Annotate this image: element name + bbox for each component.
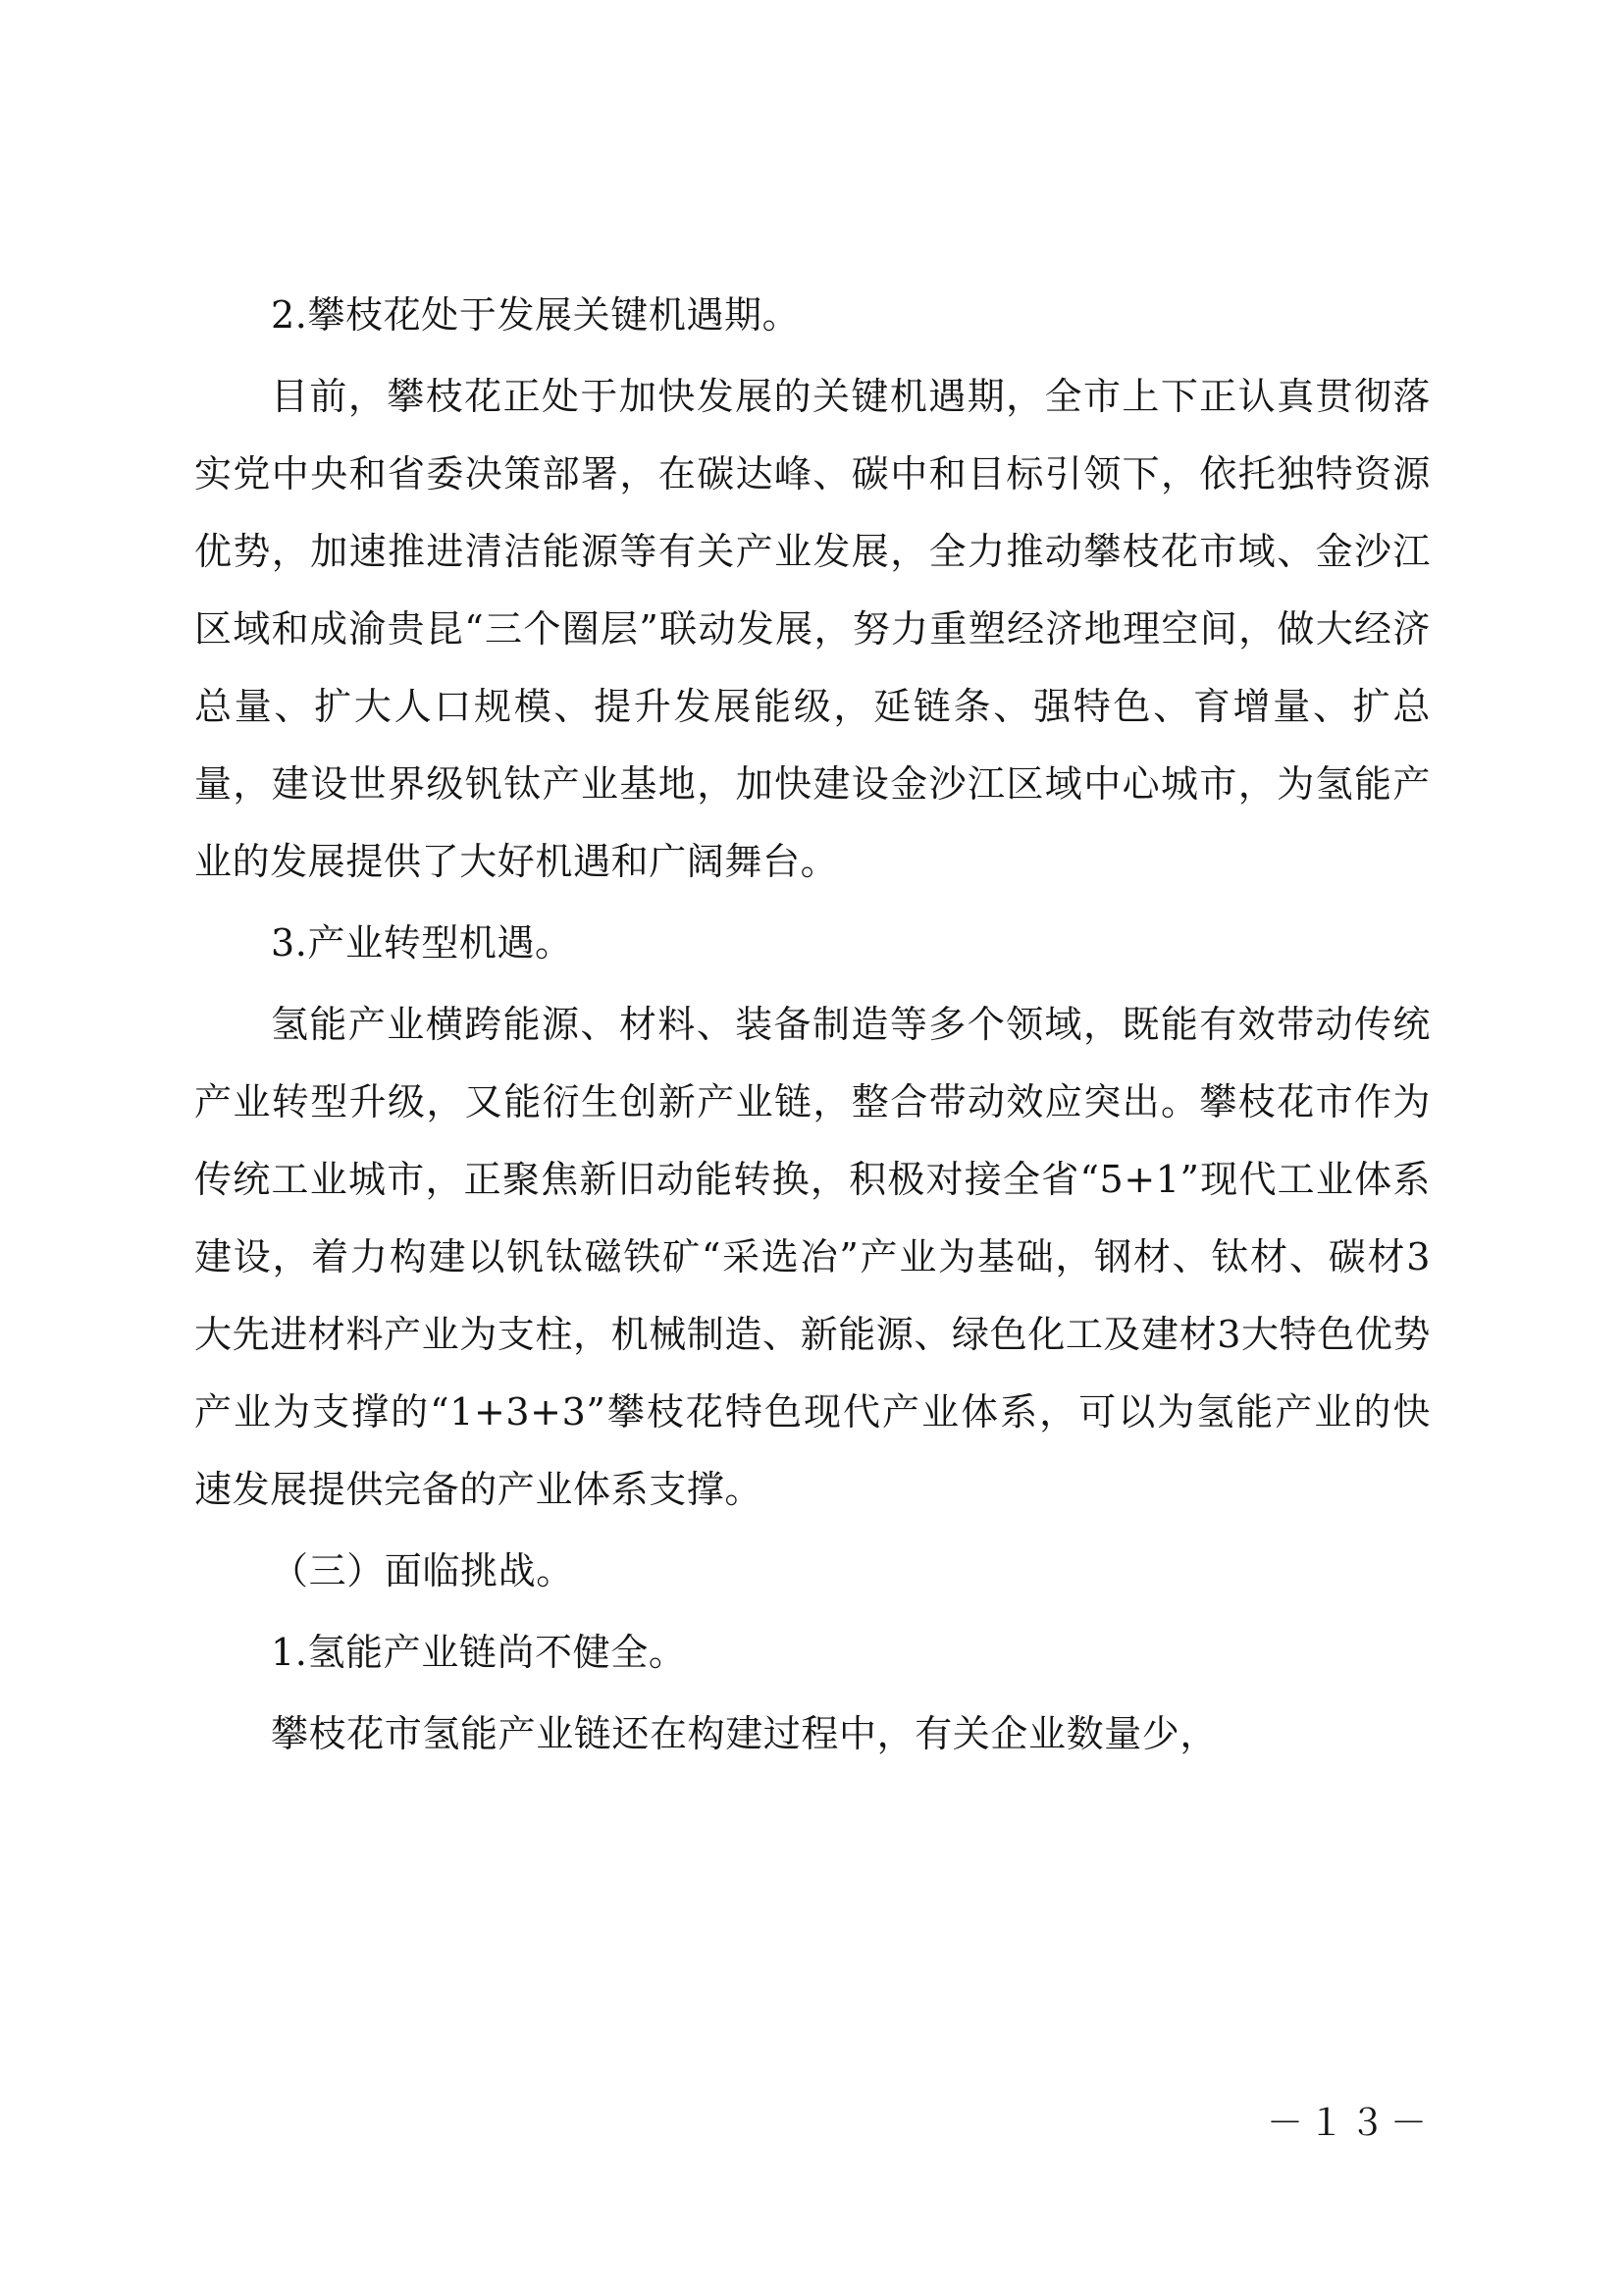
heading-3-industry-transformation: 3.产业转型机遇。	[271, 921, 573, 965]
page-number: －１３－	[1267, 2102, 1432, 2144]
heading-1-incomplete-chain: 1.氢能产业链尚不健全。	[271, 1631, 687, 1674]
heading-section-challenges: （三）面临挑战。	[271, 1549, 574, 1592]
heading-2-opportunity-period: 2.攀枝花处于发展关键机遇期。	[271, 293, 801, 337]
paragraph-opportunity-period: 目前，攀枝花正处于加快发展的关键机遇期，全市上下正认真贯彻落实党中央和省委决策部署，在碳达峰、碳中和目标引领下，依托独特资源优势，加速推进清洁能源等有关产业发展，全力推动攀枝花市域、金沙江区域和成渝贵昆“三个圈层”联动发展，努力重塑经济地理空间，做大经济总量、扩大人口规模、提升发展能级，延链条、强特色、育增量、扩总量，建设世界级钒钛产业基地，加快建设金沙江区域中心城市，为氢能产业的发展提供了大好机遇和广阔舞台。	[194, 375, 1431, 883]
document-body	[194, 277, 1431, 1777]
paragraph-industry-transformation: 氢能产业横跨能源、材料、装备制造等多个领域，既能有效带动传统产业转型升级，又能衍生创新产业链，整合带动效应突出。攀枝花市作为传统工业城市，正聚焦新旧动能转换，积极对接全省“5+1”现代工业体系建设，着力构建以钒钛磁铁矿“采选冶”产业为基础，钢材、钛材、碳材3大先进材料产业为支柱，机械制造、新能源、绿色化工及建材3大特色优势产业为支撑的“1+3+3”攀枝花特色现代产业体系，可以为氢能产业的快速发展提供完备的产业体系支撑。	[194, 1003, 1431, 1511]
paragraph-incomplete-chain: 攀枝花市氢能产业链还在构建过程中，有关企业数量少，	[271, 1712, 1219, 1755]
